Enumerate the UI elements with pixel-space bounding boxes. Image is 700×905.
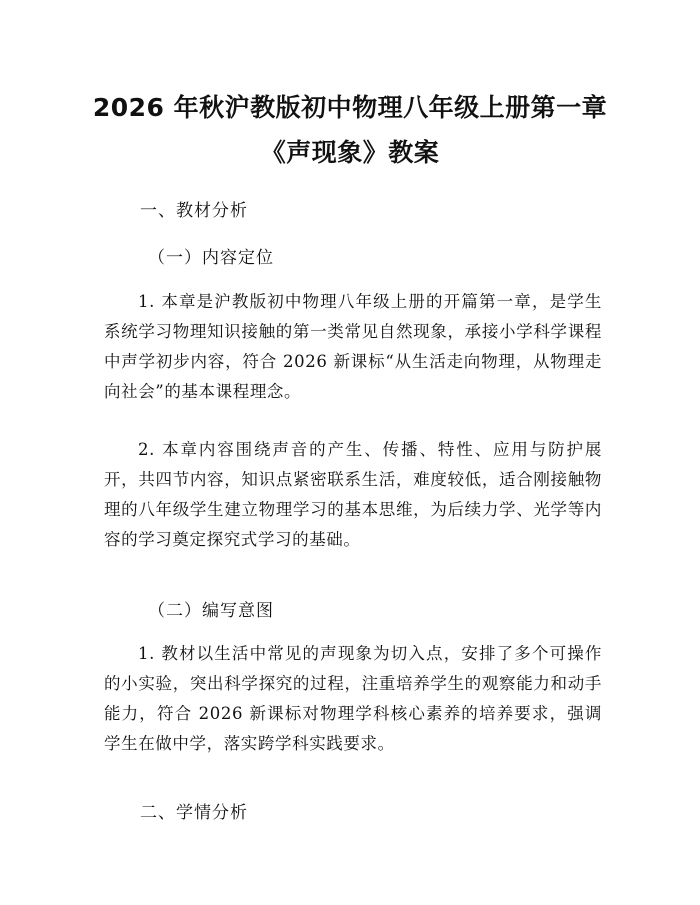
document-title-line-2: 《声现象》教案: [260, 138, 440, 167]
subsection-heading-writing-intent: （二）编写意图: [148, 601, 274, 621]
paragraph-writing-intent-1: 1. 教材以生活中常见的声现象为切入点，安排了多个可操作的小实验，突出科学探究的过程，注重培养学生的观察能力和动手能力，符合 2026 新课标对物理学科核心素养的培养要求，强调学生在做中学，落实跨学科实践要求。: [104, 644, 602, 753]
paragraph-content-positioning-1: 1. 本章是沪教版初中物理八年级上册的开篇第一章，是学生系统学习物理知识接触的第一类常见自然现象，承接小学科学课程中声学初步内容，符合 2026 新课标“从生活走向物理，从物理走向社会”的基本课程理念。: [104, 292, 602, 401]
paragraph-content-positioning-2: 2. 本章内容围绕声音的产生、传播、特性、应用与防护展开，共四节内容，知识点紧密联系生活，难度较低，适合刚接触物理的八年级学生建立物理学习的基本思维，为后续力学、光学等内容的学习奠定探究式学习的基础。: [104, 440, 602, 549]
document-title-line-1: 2026 年秋沪教版初中物理八年级上册第一章: [92, 93, 608, 122]
section-heading-textbook-analysis: 一、教材分析: [140, 201, 248, 221]
subsection-heading-content-positioning: （一）内容定位: [148, 248, 274, 268]
section-heading-student-analysis: 二、学情分析: [140, 803, 248, 823]
